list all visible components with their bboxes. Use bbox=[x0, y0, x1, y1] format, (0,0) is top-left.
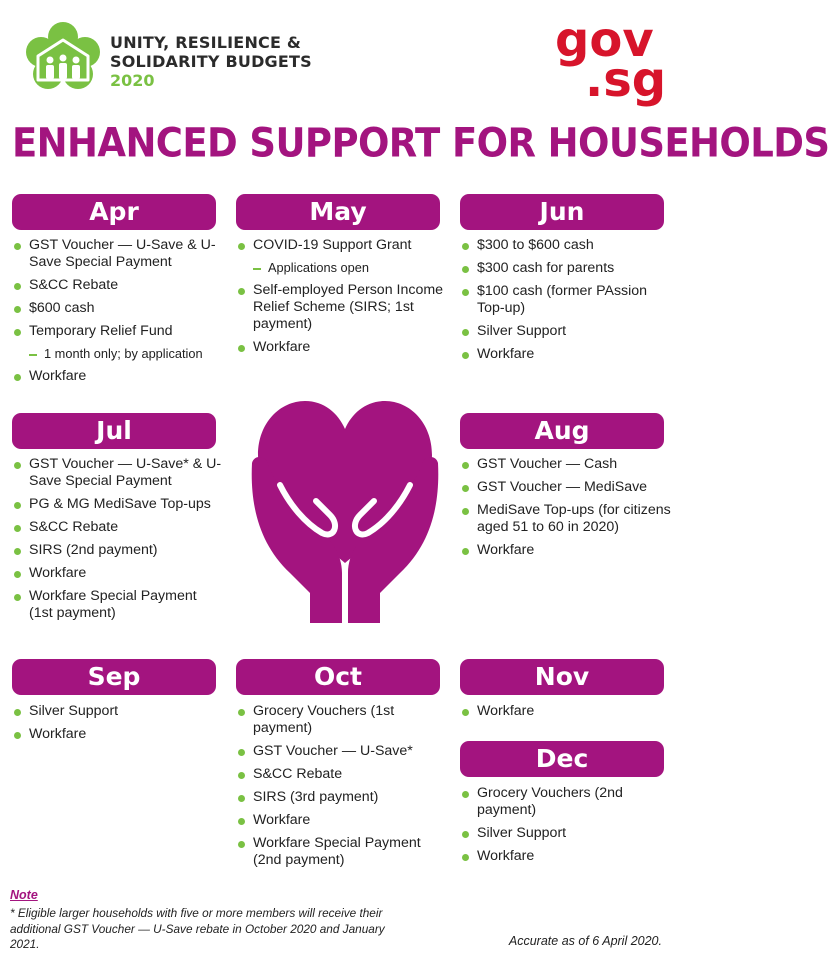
list-item: Grocery Vouchers (2nd payment) bbox=[460, 785, 672, 819]
list-item: GST Voucher — U-Save* bbox=[236, 743, 448, 760]
list-item: GST Voucher — U-Save & U-Save Special Payment bbox=[12, 237, 224, 271]
month-header-apr: Apr bbox=[12, 194, 216, 230]
dec-list bbox=[460, 785, 672, 871]
month-header-may: May bbox=[236, 194, 440, 230]
list-item: Workfare bbox=[460, 542, 672, 559]
list-item: $600 cash bbox=[12, 300, 224, 317]
month-header-nov: Nov bbox=[460, 659, 664, 695]
list-item: S&CC Rebate bbox=[12, 519, 224, 536]
list-item: GST Voucher — MediSave bbox=[460, 479, 672, 496]
page-headline: ENHANCED SUPPORT FOR HOUSEHOLDS bbox=[12, 120, 829, 167]
month-header-dec: Dec bbox=[460, 741, 664, 777]
list-item: Workfare bbox=[12, 726, 224, 743]
aug-list bbox=[460, 456, 672, 565]
gov-logo-line2: .sg bbox=[585, 52, 667, 108]
budget-title bbox=[110, 33, 312, 90]
list-item: Workfare Special Payment (1st payment) bbox=[12, 588, 224, 622]
list-item: MediSave Top-ups (for citizens aged 51 to 60 in 2020) bbox=[460, 502, 672, 536]
list-item: Temporary Relief Fund bbox=[12, 323, 224, 340]
list-item: Silver Support bbox=[460, 825, 672, 842]
list-subitem: Applications open bbox=[236, 259, 448, 276]
list-item: COVID-19 Support Grant bbox=[236, 237, 448, 254]
list-item: PG & MG MediSave Top-ups bbox=[12, 496, 224, 513]
list-item: Workfare bbox=[460, 848, 672, 865]
list-item: S&CC Rebate bbox=[236, 766, 448, 783]
note-title: Note bbox=[10, 888, 38, 902]
list-item: Workfare bbox=[236, 812, 448, 829]
gov-sg-logo bbox=[555, 12, 667, 108]
note-text: * Eligible larger households with five or more members will receive their additional GST Voucher — U-Save rebate in October 2020 and January 2021. bbox=[10, 906, 385, 951]
list-item: SIRS (2nd payment) bbox=[12, 542, 224, 559]
budget-year: 2020 bbox=[110, 71, 155, 90]
list-item: Workfare bbox=[460, 346, 672, 363]
list-item: Self-employed Person Income Relief Scheme (SIRS; 1st payment) bbox=[236, 282, 448, 333]
list-item: Silver Support bbox=[460, 323, 672, 340]
month-header-oct: Oct bbox=[236, 659, 440, 695]
list-item: Grocery Vouchers (1st payment) bbox=[236, 703, 448, 737]
gov-logo-line1: gov bbox=[555, 12, 654, 68]
apr-list bbox=[12, 237, 224, 391]
list-item: Workfare bbox=[12, 368, 224, 385]
list-item: Workfare bbox=[12, 565, 224, 582]
month-header-jun: Jun bbox=[460, 194, 664, 230]
list-item: GST Voucher — U-Save* & U-Save Special Payment bbox=[12, 456, 224, 490]
budget-line1: UNITY, RESILIENCE & bbox=[110, 33, 302, 52]
list-item: Workfare bbox=[460, 703, 672, 720]
sep-list bbox=[12, 703, 224, 749]
jul-list bbox=[12, 456, 224, 628]
jun-list bbox=[460, 237, 672, 369]
nov-list bbox=[460, 703, 672, 726]
list-item: S&CC Rebate bbox=[12, 277, 224, 294]
month-header-sep: Sep bbox=[12, 659, 216, 695]
list-item: Workfare bbox=[236, 339, 448, 356]
list-item: Silver Support bbox=[12, 703, 224, 720]
list-item: SIRS (3rd payment) bbox=[236, 789, 448, 806]
list-item: $300 to $600 cash bbox=[460, 237, 672, 254]
heart-in-hands-icon bbox=[250, 393, 440, 623]
month-header-jul: Jul bbox=[12, 413, 216, 449]
list-item: $100 cash (former PAssion Top-up) bbox=[460, 283, 672, 317]
list-item: Workfare Special Payment (2nd payment) bbox=[236, 835, 448, 869]
list-item: $300 cash for parents bbox=[460, 260, 672, 277]
list-subitem: 1 month only; by application bbox=[12, 345, 224, 362]
may-list bbox=[236, 237, 448, 362]
budget-logo-icon bbox=[24, 22, 102, 92]
accuracy-date: Accurate as of 6 April 2020. bbox=[508, 934, 662, 948]
month-header-aug: Aug bbox=[460, 413, 664, 449]
oct-list bbox=[236, 703, 448, 875]
list-item: GST Voucher — Cash bbox=[460, 456, 672, 473]
budget-line2: SOLIDARITY BUDGETS bbox=[110, 52, 312, 71]
